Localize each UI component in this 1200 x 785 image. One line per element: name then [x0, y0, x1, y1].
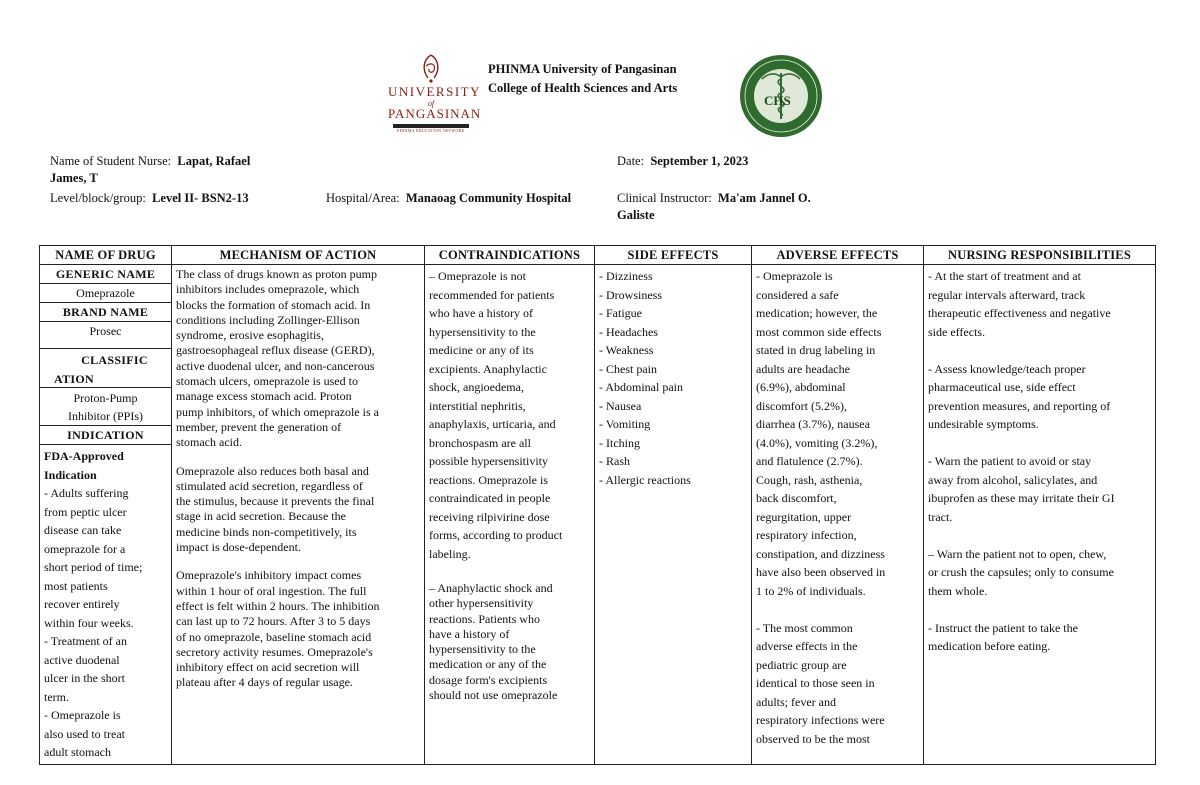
- mechanism-paragraph-3: Omeprazole's inhibitory impact comes within 1 hour of oral ingestion. The full effect is felt within 2 hours. The inhibition can last up to 72 hours. After 3 to 5 days of no omeprazole, baseline stomach acid secretory activity resumes. Omeprazole's inhibitory effect on acid secretion will plateau after 4 days of regular usage.: [176, 568, 380, 690]
- logo-tagline: PHINMA EDUCATION NETWORK: [397, 128, 465, 133]
- indication-label: INDICATION: [40, 426, 171, 445]
- indication-heading-line2: Indication: [44, 467, 97, 482]
- instructor-value-line1: Ma'am Jannel O.: [718, 191, 811, 205]
- logo-text-university: UNIVERSITY: [388, 84, 481, 99]
- hospital-label: Hospital/Area:: [326, 191, 400, 205]
- date-row: [617, 153, 748, 170]
- indication-content: [40, 445, 171, 764]
- mechanism-paragraph-2: Omeprazole also reduces both basal and stimulated acid secretion, regardless of the stimulus, because it prevents the final stage in acid secretion. Because the medicine binds non-competitively, its impact is dose-dependent.: [176, 463, 375, 555]
- level-row: [50, 190, 249, 207]
- table-header-row: [40, 246, 1156, 265]
- indication-text: - Adults suffering from peptic ulcer disease can take omeprazole for a short period of time; most patients recover entirely within four weeks. - Treatment of an active duodenal ulcer in the short term. - Omeprazole is also used to treat adult stomach: [44, 486, 143, 759]
- date-label: Date:: [617, 154, 645, 168]
- header-contraindications: CONTRAINDICATIONS: [425, 246, 595, 265]
- date-value: September 1, 2023: [650, 154, 749, 168]
- side-effect-item: - Nausea: [599, 398, 642, 413]
- level-label: Level/block/group:: [50, 191, 146, 205]
- university-logo: [388, 52, 482, 133]
- nursing-paragraph-4: – Warn the patient not to open, chew, or crush the capsules; only to consume them whole.: [928, 546, 1114, 598]
- classification-value-line2: Inhibitor (PPIs): [68, 409, 143, 423]
- mechanism-paragraph-1: The class of drugs known as proton pump inhibitors includes omeprazole, which blocks the formation of stomach acid. In conditions including Zollinger-Ellison syndrome, erosive esophagitis, gastroesophageal reflux disease (GERD), active duodenal ulcer, and non-cancerous stomach ulcers, omeprazole is used to manage excess stomach acid. Proton pump inhibitors, of which omeprazole is a member, prevent the generation of stomach acid.: [176, 267, 379, 450]
- student-name-value-line1: Lapat, Rafael: [177, 154, 251, 168]
- contraindications-paragraph-2: – Anaphylactic shock and other hypersensitivity reactions. Patients who have a history of hypersensitivity to the medication or any of the dosage form's excipients should not use omeprazole: [429, 581, 558, 703]
- side-effect-item: - Itching: [599, 435, 640, 450]
- table-row: [40, 265, 1156, 765]
- side-effect-item: - Drowsiness: [599, 287, 662, 302]
- university-crest-icon: [388, 52, 474, 86]
- header-name-of-drug: NAME OF DRUG: [40, 246, 172, 265]
- drug-study-table: [39, 245, 1156, 765]
- classification-value-line1: Proton-Pump: [73, 391, 138, 405]
- logo-text-of: of: [427, 99, 435, 108]
- instructor-continued: [617, 207, 655, 224]
- classification-label-line2: ATION: [54, 371, 94, 386]
- mechanism-cell: [172, 265, 425, 765]
- brand-name-value: Prosec: [40, 322, 171, 349]
- contraindications-cell: [425, 265, 595, 765]
- student-name-value-line2: James, T: [50, 171, 98, 185]
- side-effect-item: - Dizziness: [599, 269, 653, 283]
- side-effect-item: - Weakness: [599, 343, 654, 357]
- generic-name-value: Omeprazole: [40, 284, 171, 303]
- header-adverse-effects: ADVERSE EFFECTS: [752, 246, 924, 265]
- college-name: College of Health Sciences and Arts: [488, 81, 678, 95]
- indication-heading-line1: FDA-Approved: [44, 449, 124, 463]
- side-effect-item: - Vomiting: [599, 417, 651, 431]
- side-effect-item: - Headaches: [599, 324, 658, 339]
- side-effect-item: - Abdominal pain: [599, 380, 683, 394]
- side-effect-item: - Allergic reactions: [599, 472, 691, 487]
- instructor-label: Clinical Instructor:: [617, 191, 712, 205]
- side-effect-item: - Rash: [599, 454, 630, 468]
- drug-name-cell: [40, 265, 172, 765]
- side-effect-item: - Chest pain: [599, 361, 657, 376]
- nursing-paragraph-1: - At the start of treatment and at regular intervals afterward, track therapeutic effectiveness and negative side effects.: [928, 269, 1111, 339]
- student-name-row: [50, 153, 250, 170]
- hospital-row: [326, 190, 571, 207]
- header-side-effects: SIDE EFFECTS: [595, 246, 752, 265]
- adverse-effects-paragraph-1: - Omeprazole is considered a safe medication; however, the most common side effects stated in drug labeling in adults are headache (6.9%), abdominal discomfort (5.2%), diarrhea (3.7%), nausea (4.0%), vomiting (3.2%), and flatulence (2.7%). Cough, rash, asthenia, back discomfort, regurgitation, upper respiratory infection, constipation, and dizziness have also been observed in 1 to 2% of individuals.: [756, 269, 886, 598]
- university-name: PHINMA University of Pangasinan: [488, 62, 677, 76]
- instructor-value-line2: Galiste: [617, 208, 655, 222]
- student-name-continued: [50, 170, 98, 187]
- adverse-effects-paragraph-2: - The most common adverse effects in the pediatric group are identical to those seen in adults; fever and respiratory infections were observed to be the most: [756, 620, 885, 746]
- college-seal: [738, 53, 824, 139]
- nursing-paragraph-2: - Assess knowledge/teach proper pharmaceutical use, side effect prevention measures, and reporting of undesirable symptoms.: [928, 361, 1111, 431]
- generic-name-label: GENERIC NAME: [40, 265, 171, 284]
- classification-label: [40, 349, 171, 388]
- nursing-paragraph-3: - Warn the patient to avoid or stay away from alcohol, salicylates, and ibuprofen as these may irritate their GI tract.: [928, 454, 1115, 524]
- institution-title: [488, 60, 677, 98]
- hospital-value: Manaoag Community Hospital: [405, 191, 572, 205]
- side-effect-item: - Fatigue: [599, 306, 642, 320]
- nursing-responsibilities-cell: [924, 265, 1156, 765]
- nursing-paragraph-5: - Instruct the patient to take the medication before eating.: [928, 620, 1078, 653]
- classification-label-line1: CLASSIFIC: [81, 353, 148, 367]
- brand-name-label: BRAND NAME: [40, 303, 171, 322]
- level-value: Level II- BSN2-13: [152, 191, 249, 205]
- instructor-row: [617, 190, 811, 207]
- logo-text-pangasinan: PANGASINAN: [388, 106, 482, 121]
- side-effects-cell: [595, 265, 752, 765]
- seal-letters: CHS: [764, 93, 791, 108]
- header-nursing-responsibilities: NURSING RESPONSIBILITIES: [924, 246, 1156, 265]
- contraindications-paragraph-1: – Omeprazole is not recommended for patients who have a history of hypersensitivity to the medicine or any of its excipients. Anaphylactic shock, angioedema, interstitial nephritis, anaphylaxis, urticaria, and bronchospasm are all possible hypersensitivity reactions. Omeprazole is contraindicated in people receiving rilpivirine dose forms, according to product labeling.: [429, 269, 563, 561]
- student-name-label: Name of Student Nurse:: [50, 154, 172, 168]
- classification-value: [40, 388, 171, 426]
- adverse-effects-cell: [752, 265, 924, 765]
- header-mechanism-of-action: MECHANISM OF ACTION: [172, 246, 425, 265]
- college-seal-icon: [738, 53, 824, 139]
